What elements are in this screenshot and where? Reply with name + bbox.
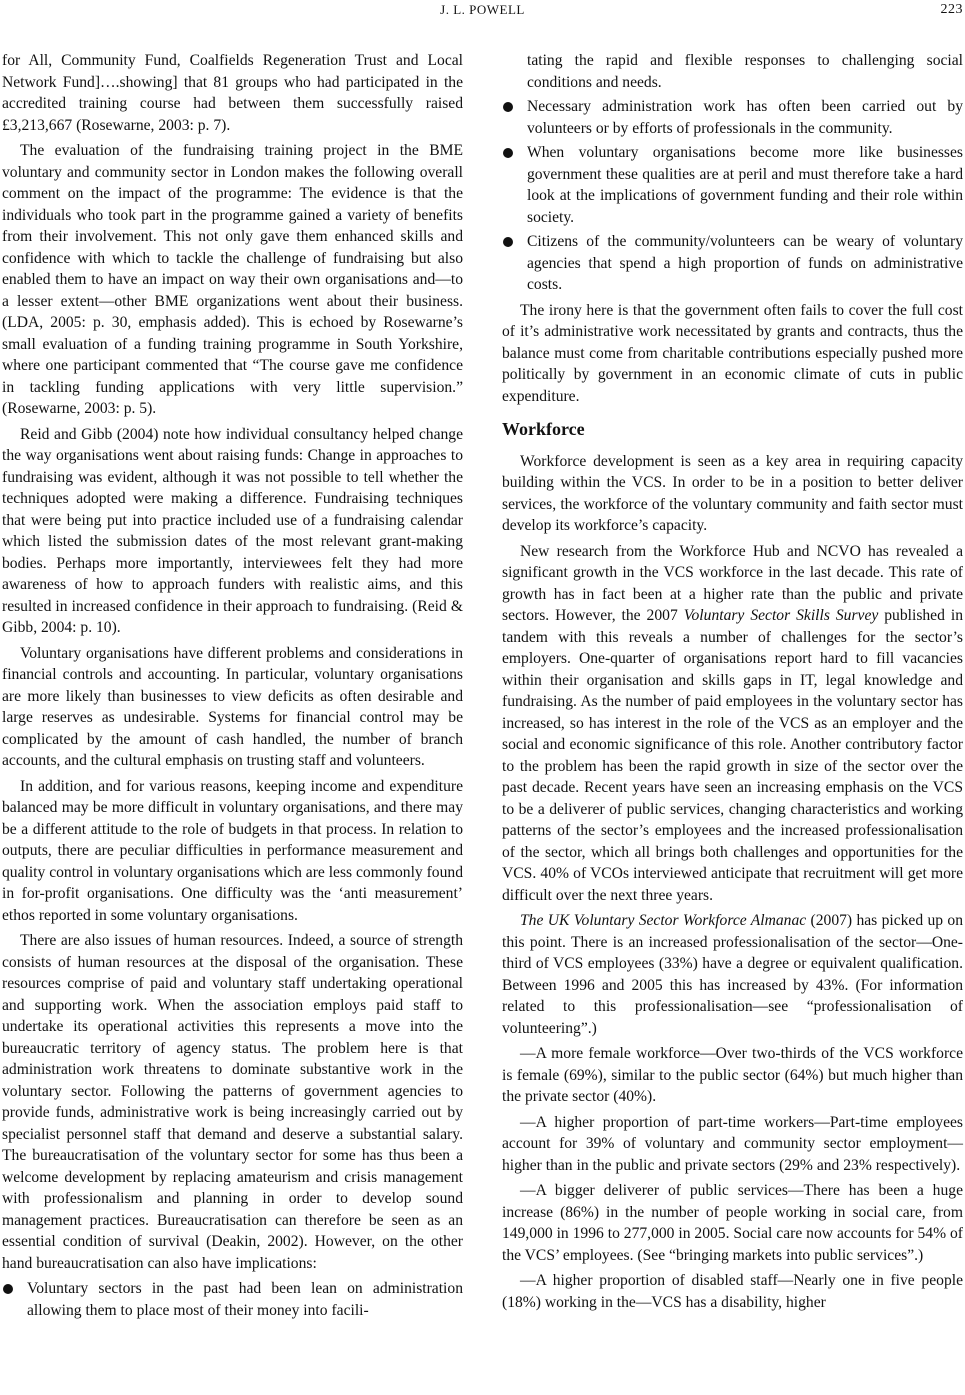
italic-title: The UK Voluntary Sector Workforce Almanac xyxy=(520,912,807,929)
list-item-text: Necessary administration work has often been carried out by volunteers or by efforts of professionals in the community. xyxy=(527,98,963,137)
text-run: published in tandem with this reveals a number of challenges for the sector’s employers. One-quarter of organisations report hard to fill vacancies within their organisation and skills gaps in IT, legal knowledge and fundraising. As the number of paid employees in the voluntary sector has increased, so has interest in the role of the VCS as an employer and the social and economic significance of this role. Another contributory factor to the problem has been the rapid growth in size of the sector over the past decade. Recent years have seen an increasing emphasis on the VCS to be a deliverer of public services, changing characteristics and working patterns of the sector’s employees and the increased professionalisation of the sector, which all brings both challenges and opportunities for the VCS. 40% of VCOs interviewed anticipate that recruitment will get more difficult over the next three years. xyxy=(502,607,963,904)
section-heading: Workforce xyxy=(502,419,585,439)
paragraph xyxy=(502,910,963,1039)
paragraph: The irony here is that the government often fails to cover the full cost of it’s administrative work necessitated by grants and contracts, thus the balance must come from charitable contributions especially pushed more politically by government in an economic climate of cuts in public expenditure. xyxy=(502,301,963,405)
text-run: (2007) has picked up on this point. There is an increased professionalisation of the sector—One-third of VCS employees (33%) have a degree or equivalent qualification. Between 1996 and 2005 this has increased by 43%. (For information related to this professionalisation—see “professionalisation of volunteering”.) xyxy=(502,912,963,1037)
paragraph: for All, Community Fund, Coalfields Regeneration Trust and Local Network Fund]….showing] that 81 groups who had participated in the accredited training course had between them successfully raised £3,213,667 (Rosewarne, 2003: p. 7). xyxy=(2,52,463,134)
list-item-text: Voluntary sectors in the past had been lean on administration allowing them to place most of their money into facili- xyxy=(27,1280,463,1319)
paragraph xyxy=(502,541,963,907)
bullet-icon xyxy=(503,102,513,112)
paragraph: Voluntary organisations have different problems and considerations in financial controls and accounting. In particular, voluntary organisations are more likely than businesses to view deficits as often desirable and large reserves as undesirable. Systems for financial control may be complicated by the amount of cash handled, the number of branch accounts, and the cultural emphasis on trusting staff and volunteers. xyxy=(2,644,463,769)
list-item xyxy=(502,96,963,139)
paragraph: The evaluation of the fundraising training project in the BME voluntary and community sector in London makes the following overall comment on the impact of the programme: The evidence is that the individuals who took part in the programme gained a variety of benefits from their involvement. This not only gave them enhanced skills and confidence with which to tackle the challenge of fundraising but also enabled them to have an impact on way their own organisations and—to a lesser extent—other BME organizations went about their business. (LDA, 2005: p. 30, emphasis added). This is echoed by Rosewarne’s small evaluation of a funding training programme in South Yorkshire, where one participant commented that “The course gave me confidence in tackling funding applications with very little supervision.” (Rosewarne, 2003: p. 5). xyxy=(2,142,463,417)
paragraph: —A higher proportion of part-time workers—Part-time employees account for 39% of voluntary and community sector employment—higher than in the public and private sectors (29% and 23% respectively). xyxy=(502,1113,963,1174)
paragraph: —A more female workforce—Over two-thirds of the VCS workforce is female (69%), similar to the public sector (64%) but much higher than the private sector (40%). xyxy=(502,1045,963,1105)
list-item-text: When voluntary organisations become more like businesses government these qualities are at peril and must therefore take a hard look at the implications of government funding and their role within society. xyxy=(527,144,963,226)
left-column xyxy=(2,50,463,1325)
page-header xyxy=(0,0,965,24)
paragraph: Workforce development is seen as a key area in requiring capacity building within the VCS. In order to be in a position to better deliver services, the workforce of the voluntary community and faith sector must develop its workforce’s capacity. xyxy=(502,452,963,534)
running-head: J. L. POWELL xyxy=(440,2,525,17)
list-item xyxy=(502,231,963,296)
bullet-icon xyxy=(503,148,513,158)
list-item xyxy=(2,1278,463,1321)
paragraph: There are also issues of human resources. Indeed, a source of strength consists of human resources at the disposal of the organisation. These resources comprise of paid and voluntary staff undertaking operational and supporting work. When the association employs paid staff to undertake its operational activities this represents a move into the bureaucratic territory of agency status. The problem here is that administration work threatens to dominate substantive work in the voluntary sector. Following the patterns of government agencies to provide funds, administrative work is being increasingly carried out by specialist personnel staff that demand and deserve a substantial salary. The bureaucratisation of the voluntary sector for some has thus been a welcome development by replacing amateurism and crisis management with professionalism and planning in order to develop sound management practices. Bureaucratisation can therefore be seen as an essential condition of survival (Deakin, 2002). However, on the other hand bureaucratisation can also have implications: xyxy=(2,932,463,1272)
paragraph: —A higher proportion of disabled staff—Nearly one in five people (18%) working in the—VCS has a disability, higher xyxy=(502,1272,963,1311)
list-item xyxy=(502,142,963,228)
list-item-text: Citizens of the community/volunteers can be weary of voluntary agencies that spend a high proportion of funds on administrative costs. xyxy=(527,233,963,293)
list-item-text: tating the rapid and flexible responses to challenging social conditions and needs. xyxy=(527,52,963,91)
bullet-icon xyxy=(503,237,513,247)
right-column xyxy=(502,50,963,1317)
paragraph: —A bigger deliverer of public services—There has been a huge increase (86%) in the number of people working in social care, from 149,000 in 1996 to 277,000 in 2005. Social care now accounts for 54% of the VCS’ employees. (See “bringing markets into public services”.) xyxy=(502,1182,963,1264)
list-item xyxy=(502,50,963,93)
paragraph: Reid and Gibb (2004) note how individual consultancy helped change the way organisations went about raising funds: Change in approaches to fundraising was evident, although it was not possible to tell whether the techniques adopted were making a difference. Fundraising techniques that were being put into practice included use of a fundraising calendar which listed the submission dates of the most relevant grant-making bodies. Perhaps more importantly, interviewees felt they had more awareness of how to approach funders with realistic aims, and this resulted in increased confidence in their approach to fundraising. (Reid & Gibb, 2004: p. 10). xyxy=(2,425,463,636)
page-number: 223 xyxy=(940,2,963,17)
bullet-list xyxy=(2,1278,463,1321)
bullet-list xyxy=(502,50,963,296)
bullet-icon xyxy=(3,1284,13,1294)
paragraph: In addition, and for various reasons, keeping income and expenditure balanced may be more difficult in voluntary organisations, and there may be a different attitude to the role of budgets in that process. In relation to outputs, there are peculiar difficulties in performance measurement and quality control in voluntary organisations which are less commonly found in for-profit organisations. One difficulty was the ‘anti measurement’ ethos reported in some voluntary organisations. xyxy=(2,777,463,924)
text-run: New research from the Workforce Hub and NCVO has revealed a significant growth in the VCS workforce in the last decade. This rate of growth has in fact been at a higher rate than the public and private sectors. However, the 2007 xyxy=(502,542,963,624)
italic-title: Voluntary Sector Skills Survey xyxy=(683,607,879,624)
